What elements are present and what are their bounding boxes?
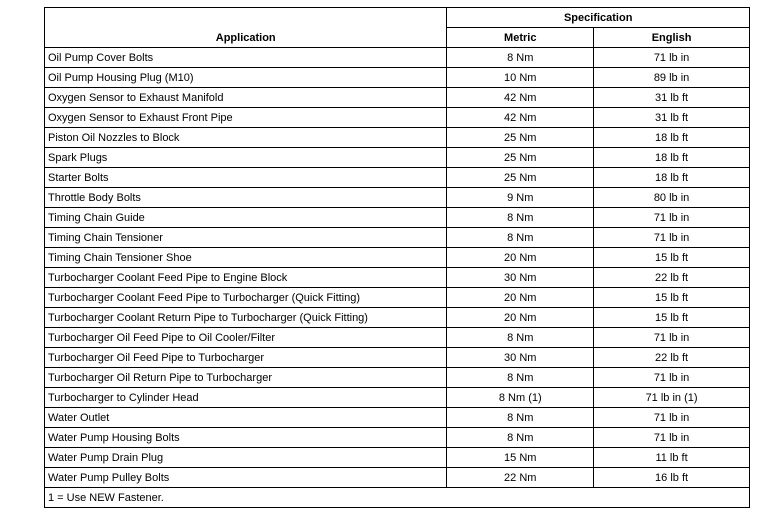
english-cell: 11 lb ft (594, 448, 750, 468)
metric-cell: 10 Nm (447, 68, 594, 88)
application-cell: Spark Plugs (45, 148, 447, 168)
header-row-top (45, 8, 750, 28)
application-cell: Throttle Body Bolts (45, 188, 447, 208)
english-cell: 71 lb in (594, 228, 750, 248)
application-cell: Turbocharger Oil Return Pipe to Turbocharger (45, 368, 447, 388)
application-cell: Water Pump Housing Bolts (45, 428, 447, 448)
english-cell: 71 lb in (594, 408, 750, 428)
metric-cell: 8 Nm (447, 228, 594, 248)
table-row (45, 248, 750, 268)
table-row (45, 428, 750, 448)
metric-cell: 20 Nm (447, 308, 594, 328)
metric-cell: 25 Nm (447, 128, 594, 148)
metric-cell: 30 Nm (447, 348, 594, 368)
metric-cell: 9 Nm (447, 188, 594, 208)
english-cell: 22 lb ft (594, 348, 750, 368)
table-row (45, 368, 750, 388)
metric-cell: 25 Nm (447, 148, 594, 168)
footnote-row (45, 488, 750, 508)
application-cell: Timing Chain Guide (45, 208, 447, 228)
table-header (45, 8, 750, 48)
metric-cell: 20 Nm (447, 248, 594, 268)
metric-cell: 42 Nm (447, 108, 594, 128)
application-cell: Turbocharger Coolant Feed Pipe to Engine Block (45, 268, 447, 288)
application-header: Application (45, 8, 447, 48)
english-cell: 71 lb in (594, 328, 750, 348)
table-row (45, 268, 750, 288)
table-row (45, 288, 750, 308)
footnote: 1 = Use NEW Fastener. (45, 488, 750, 508)
english-cell: 15 lb ft (594, 248, 750, 268)
application-cell: Oil Pump Cover Bolts (45, 48, 447, 68)
metric-cell: 8 Nm (447, 208, 594, 228)
english-cell: 71 lb in (594, 428, 750, 448)
metric-cell: 8 Nm (447, 368, 594, 388)
table-row (45, 168, 750, 188)
table-row (45, 88, 750, 108)
english-cell: 71 lb in (594, 48, 750, 68)
table-row (45, 328, 750, 348)
english-cell: 89 lb in (594, 68, 750, 88)
application-cell: Water Pump Drain Plug (45, 448, 447, 468)
english-cell: 15 lb ft (594, 308, 750, 328)
metric-cell: 25 Nm (447, 168, 594, 188)
english-cell: 31 lb ft (594, 88, 750, 108)
english-cell: 22 lb ft (594, 268, 750, 288)
table-row (45, 108, 750, 128)
application-cell: Water Pump Pulley Bolts (45, 468, 447, 488)
english-cell: 31 lb ft (594, 108, 750, 128)
metric-cell: 30 Nm (447, 268, 594, 288)
metric-cell: 8 Nm (447, 428, 594, 448)
application-cell: Timing Chain Tensioner Shoe (45, 248, 447, 268)
metric-cell: 42 Nm (447, 88, 594, 108)
english-cell: 18 lb ft (594, 148, 750, 168)
table-row (45, 308, 750, 328)
table-row (45, 388, 750, 408)
application-cell: Starter Bolts (45, 168, 447, 188)
english-cell: 71 lb in (1) (594, 388, 750, 408)
english-cell: 16 lb ft (594, 468, 750, 488)
table-row (45, 228, 750, 248)
table-row (45, 468, 750, 488)
application-cell: Turbocharger Coolant Feed Pipe to Turbocharger (Quick Fitting) (45, 288, 447, 308)
metric-cell: 22 Nm (447, 468, 594, 488)
table-body (45, 48, 750, 488)
english-cell: 71 lb in (594, 368, 750, 388)
application-cell: Turbocharger Oil Feed Pipe to Oil Cooler/Filter (45, 328, 447, 348)
metric-cell: 8 Nm (447, 328, 594, 348)
table-row (45, 48, 750, 68)
metric-cell: 8 Nm (1) (447, 388, 594, 408)
application-cell: Turbocharger to Cylinder Head (45, 388, 447, 408)
application-cell: Oxygen Sensor to Exhaust Manifold (45, 88, 447, 108)
english-cell: 80 lb in (594, 188, 750, 208)
torque-spec-table (44, 7, 750, 508)
application-cell: Turbocharger Oil Feed Pipe to Turbocharger (45, 348, 447, 368)
table-row (45, 448, 750, 468)
table-row (45, 68, 750, 88)
english-header: English (594, 28, 750, 48)
metric-cell: 20 Nm (447, 288, 594, 308)
metric-header: Metric (447, 28, 594, 48)
english-cell: 18 lb ft (594, 128, 750, 148)
application-cell: Timing Chain Tensioner (45, 228, 447, 248)
table-row (45, 408, 750, 428)
table-row (45, 208, 750, 228)
metric-cell: 8 Nm (447, 48, 594, 68)
english-cell: 18 lb ft (594, 168, 750, 188)
application-cell: Turbocharger Coolant Return Pipe to Turbocharger (Quick Fitting) (45, 308, 447, 328)
application-cell: Oxygen Sensor to Exhaust Front Pipe (45, 108, 447, 128)
table-footer (45, 488, 750, 508)
application-cell: Piston Oil Nozzles to Block (45, 128, 447, 148)
application-cell: Oil Pump Housing Plug (M10) (45, 68, 447, 88)
metric-cell: 15 Nm (447, 448, 594, 468)
table-row (45, 148, 750, 168)
table-row (45, 188, 750, 208)
specification-header: Specification (447, 8, 750, 28)
english-cell: 71 lb in (594, 208, 750, 228)
table-row (45, 128, 750, 148)
metric-cell: 8 Nm (447, 408, 594, 428)
application-cell: Water Outlet (45, 408, 447, 428)
table-row (45, 348, 750, 368)
english-cell: 15 lb ft (594, 288, 750, 308)
